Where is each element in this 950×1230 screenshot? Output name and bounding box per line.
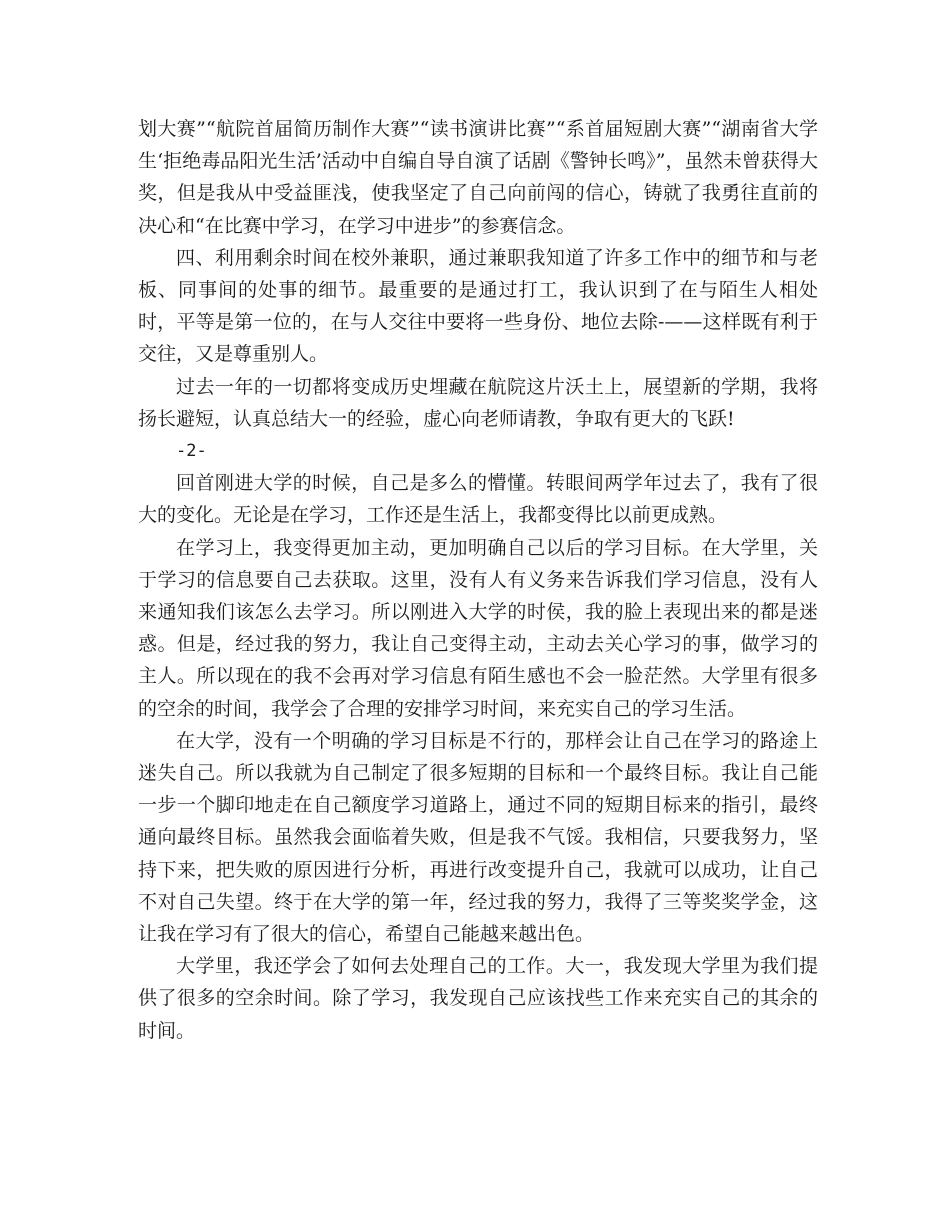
paragraph-continued: 划大赛”“航院首届简历制作大赛”“读书演讲比赛”“系首届短剧大赛”“湖南省大学生‘拒绝毒品阳光生活’活动中自编自导自演了话剧《警钟长鸣》”，虽然未曾获得大奖，但是我从中受益匪浅，使我坚定了自己向前闯的信心，铸就了我勇往直前的决心和“在比赛中学习，在学习中进步”的参赛信念。 [138,118,818,237]
paragraph-outlook: 过去一年的一切都将变成历史埋藏在航院这片沃土上，展望新的学期，我将扬长避短，认真总结大一的经验，虚心向老师请教，争取有更大的飞跃! [138,375,818,430]
paragraph-study-goals: 在大学，没有一个明确的学习目标是不行的，那样会让自己在学习的路途上迷失自己。所以我就为自己制定了很多短期的目标和一个最终目标。我让自己能一步一个脚印地走在自己额度学习道路上，通过不同的短期目标来的指引，最终通向最终目标。虽然我会面临着失败，但是我不气馁。我相信，只要我努力，坚持下来，把失败的原因进行分析，再进行改变提升自己，我就可以成功，让自己不对自己失望。终于在大学的第一年，经过我的努力，我得了三等奖奖学金，这让我在学习有了很大的信心，希望自己能越来越出色。 [138,729,818,946]
page-number-marker: -2- [176,441,207,462]
paragraph-part-time-job: 四、利用剩余时间在校外兼职，通过兼职我知道了许多工作中的细节和与老板、同事间的处事的细节。最重要的是通过打工，我认识到了在与陌生人相处时，平等是第一位的，在与人交往中要将一些身份、地位去除-——这样既有利于交往，又是尊重别人。 [138,246,818,366]
paragraph-looking-back: 回首刚进大学的时候，自己是多么的懵懂。转眼间两学年过去了，我有了很大的变化。无论是在学习，工作还是生活上，我都变得比以前更成熟。 [138,472,818,527]
document-body [138,113,818,1047]
paragraph-work: 大学里，我还学会了如何去处理自己的工作。大一，我发现大学里为我们提供了很多的空余时间。除了学习，我发现自己应该找些工作来充实自己的其余的时间。 [138,955,818,1042]
paragraph-study-initiative: 在学习上，我变得更加主动，更加明确自己以后的学习目标。在大学里，关于学习的信息要自己去获取。这里，没有人有义务来告诉我们学习信息，没有人来通知我们该怎么去学习。所以刚进入大学的时侯，我的脸上表现出来的都是迷惑。但是，经过我的努力，我让自己变得主动，主动去关心学习的事，做学习的主人。所以现在的我不会再对学习信息有陌生感也不会一脸茫然。大学里有很多的空余的时间，我学会了合理的安排学习时间，来充实自己的学习生活。 [138,536,818,720]
